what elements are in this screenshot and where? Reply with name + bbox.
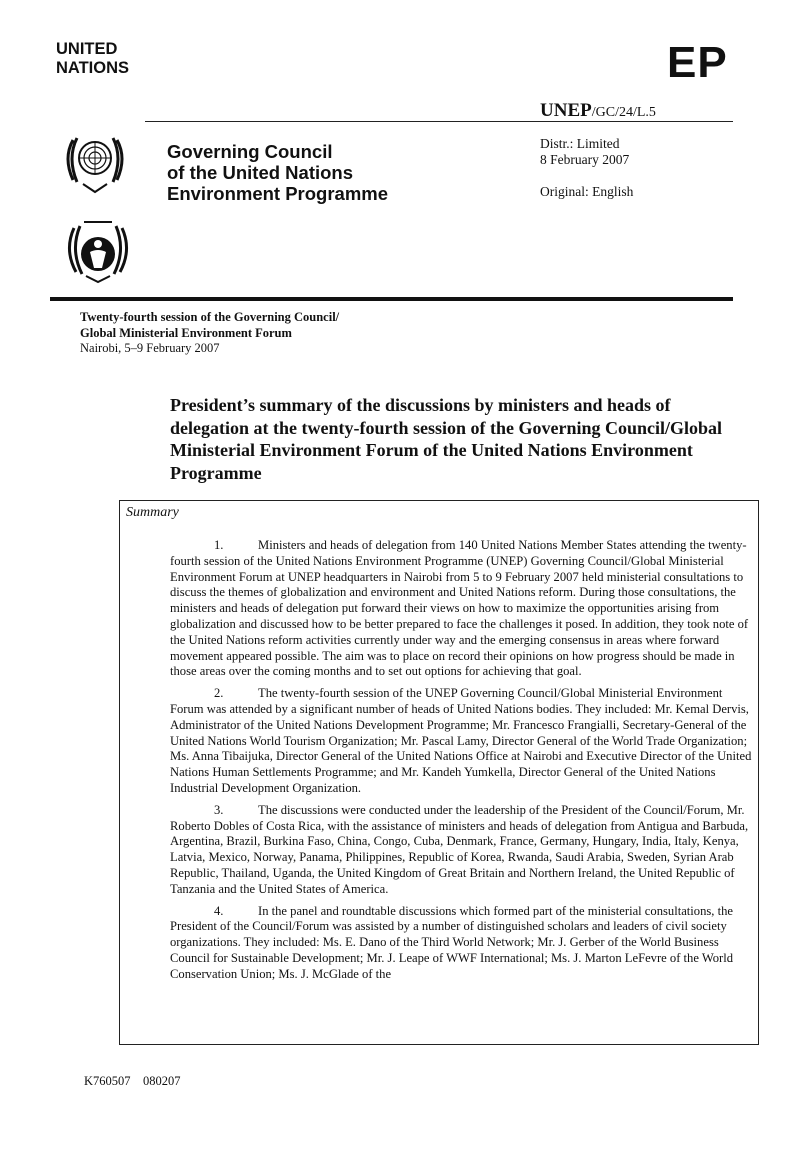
un-org-name [56,40,129,78]
summary-heading: Summary [126,505,179,520]
org-line-1: UNITED [56,40,118,58]
paragraph-number: 3. [214,802,224,817]
document-symbol [540,100,656,122]
header-bottom-rule [50,297,733,301]
series-code: EP [667,38,728,87]
document-title: President’s summary of the discussions by ministers and heads of delegation at the twenty-fourth session of the Governing Council/Global Ministerial Environment Forum of the United Nations Environment Programme [170,395,722,483]
job-number-footer [84,1074,181,1089]
gc-line-3: Environment Programme [167,183,389,204]
symbol-main: UNEP [540,100,592,121]
paragraph-text: The discussions were conducted under the leadership of the President of the Council/Forum, Mr. Roberto Dobles of Costa Rica, with the assistance of ministers and heads of delegation from Antigua and Barbuda, Argentina, Brazil, Burkina Faso, China, Congo, Cuba, Denmark, France, Germany, Hungary, India, Italy, Kenya, Latvia, Mexico, Norway, Panama, Philippines, Republic of Korea, Rwanda, Saudi Arabia, Sweden, Syrian Arab Republic, Thailand, Uganda, the United Kingdom of Great Britain and Northern Ireland, the United Republic of Tanzania and the United States of America. [170,802,749,896]
paragraph-number: 2. [214,686,224,701]
unep-emblem-icon [60,214,136,284]
summary-paragraph [170,803,753,898]
session-line-2: Global Ministerial Environment Forum [80,325,292,340]
org-line-2: NATIONS [56,59,130,77]
paragraph-number: 1. [214,538,224,552]
paragraph-text: Ministers and heads of delegation from 140 United Nations Member States attending the twenty-fourth session of the United Nations Environment Programme (UNEP) Governing Council/Global Ministerial Environment Forum at UNEP headquarters in Nairobi from 5 to 9 February 2007 held ministerial consultations to discuss the themes of globalization and environment and United Nations reform. During those consultations, the ministers and heads of delegation put forward their views on how to maximize the opportunities arising from globalization and discussed how to be better prepared to face the challenges it posed. In addition, they took note of the United Nations reform activities currently under way and the emerging consensus in areas where forward movement appeared possible. The aim was to place on record their opinions on how progress should be made in those areas over the coming months and to set out options for achieving that goal. [170,538,749,679]
session-line-1: Twenty-fourth session of the Governing Council/ [80,310,340,324]
session-line-3: Nairobi, 5–9 February 2007 [80,341,220,355]
original-language: Original: English [540,184,634,199]
summary-paragraph [170,538,753,680]
distribution-status: Distr.: Limited [540,136,620,151]
gc-line-2: of the United Nations [167,162,354,183]
paragraph-text: The twenty-fourth session of the UNEP Governing Council/Global Ministerial Environment Forum was attended by a significant number of heads of United Nations bodies. They included: Mr. Kemal Dervis, Administrator of the United Nations Development Programme; Mr. Francesco Frangialli, Secretary-General of the United Nations World Tourism Organization; Mr. Pascal Lamy, Director General of the World Trade Organization; Ms. Anna Tibaijuka, Director General of the United Nations Office at Nairobi and Executive Director of the United Nations Human Settlements Programme; and Mr. Kandeh Yumkella, Director General of the United Nations Industrial Development Organization. [170,686,752,795]
document-date: 8 February 2007 [540,152,630,167]
summary-paragraph [170,686,753,797]
job-number: K760507 [84,1074,131,1088]
distribution-info [540,136,629,168]
symbol-suffix: /GC/24/L.5 [591,105,656,120]
summary-paragraph [170,904,753,983]
gc-line-1: Governing Council [167,141,333,162]
session-info [80,310,339,357]
header-divider [145,121,733,122]
governing-council-name [167,141,388,204]
summary-body [170,538,753,989]
paragraph-number: 4. [214,903,224,918]
job-date: 080207 [143,1074,181,1088]
paragraph-text: In the panel and roundtable discussions which formed part of the ministerial consultations, the President of the Council/Forum was assisted by a number of distinguished scholars and leaders of civil society organizations. They included: Ms. E. Dano of the Third World Network; Mr. J. Gerber of the World Business Council for Sustainable Development; Mr. J. Leape of WWF International; Ms. J. Marton LeFevre of the World Conservation Union; Ms. J. McGlade of the [170,903,734,981]
un-emblem-icon [55,128,135,196]
